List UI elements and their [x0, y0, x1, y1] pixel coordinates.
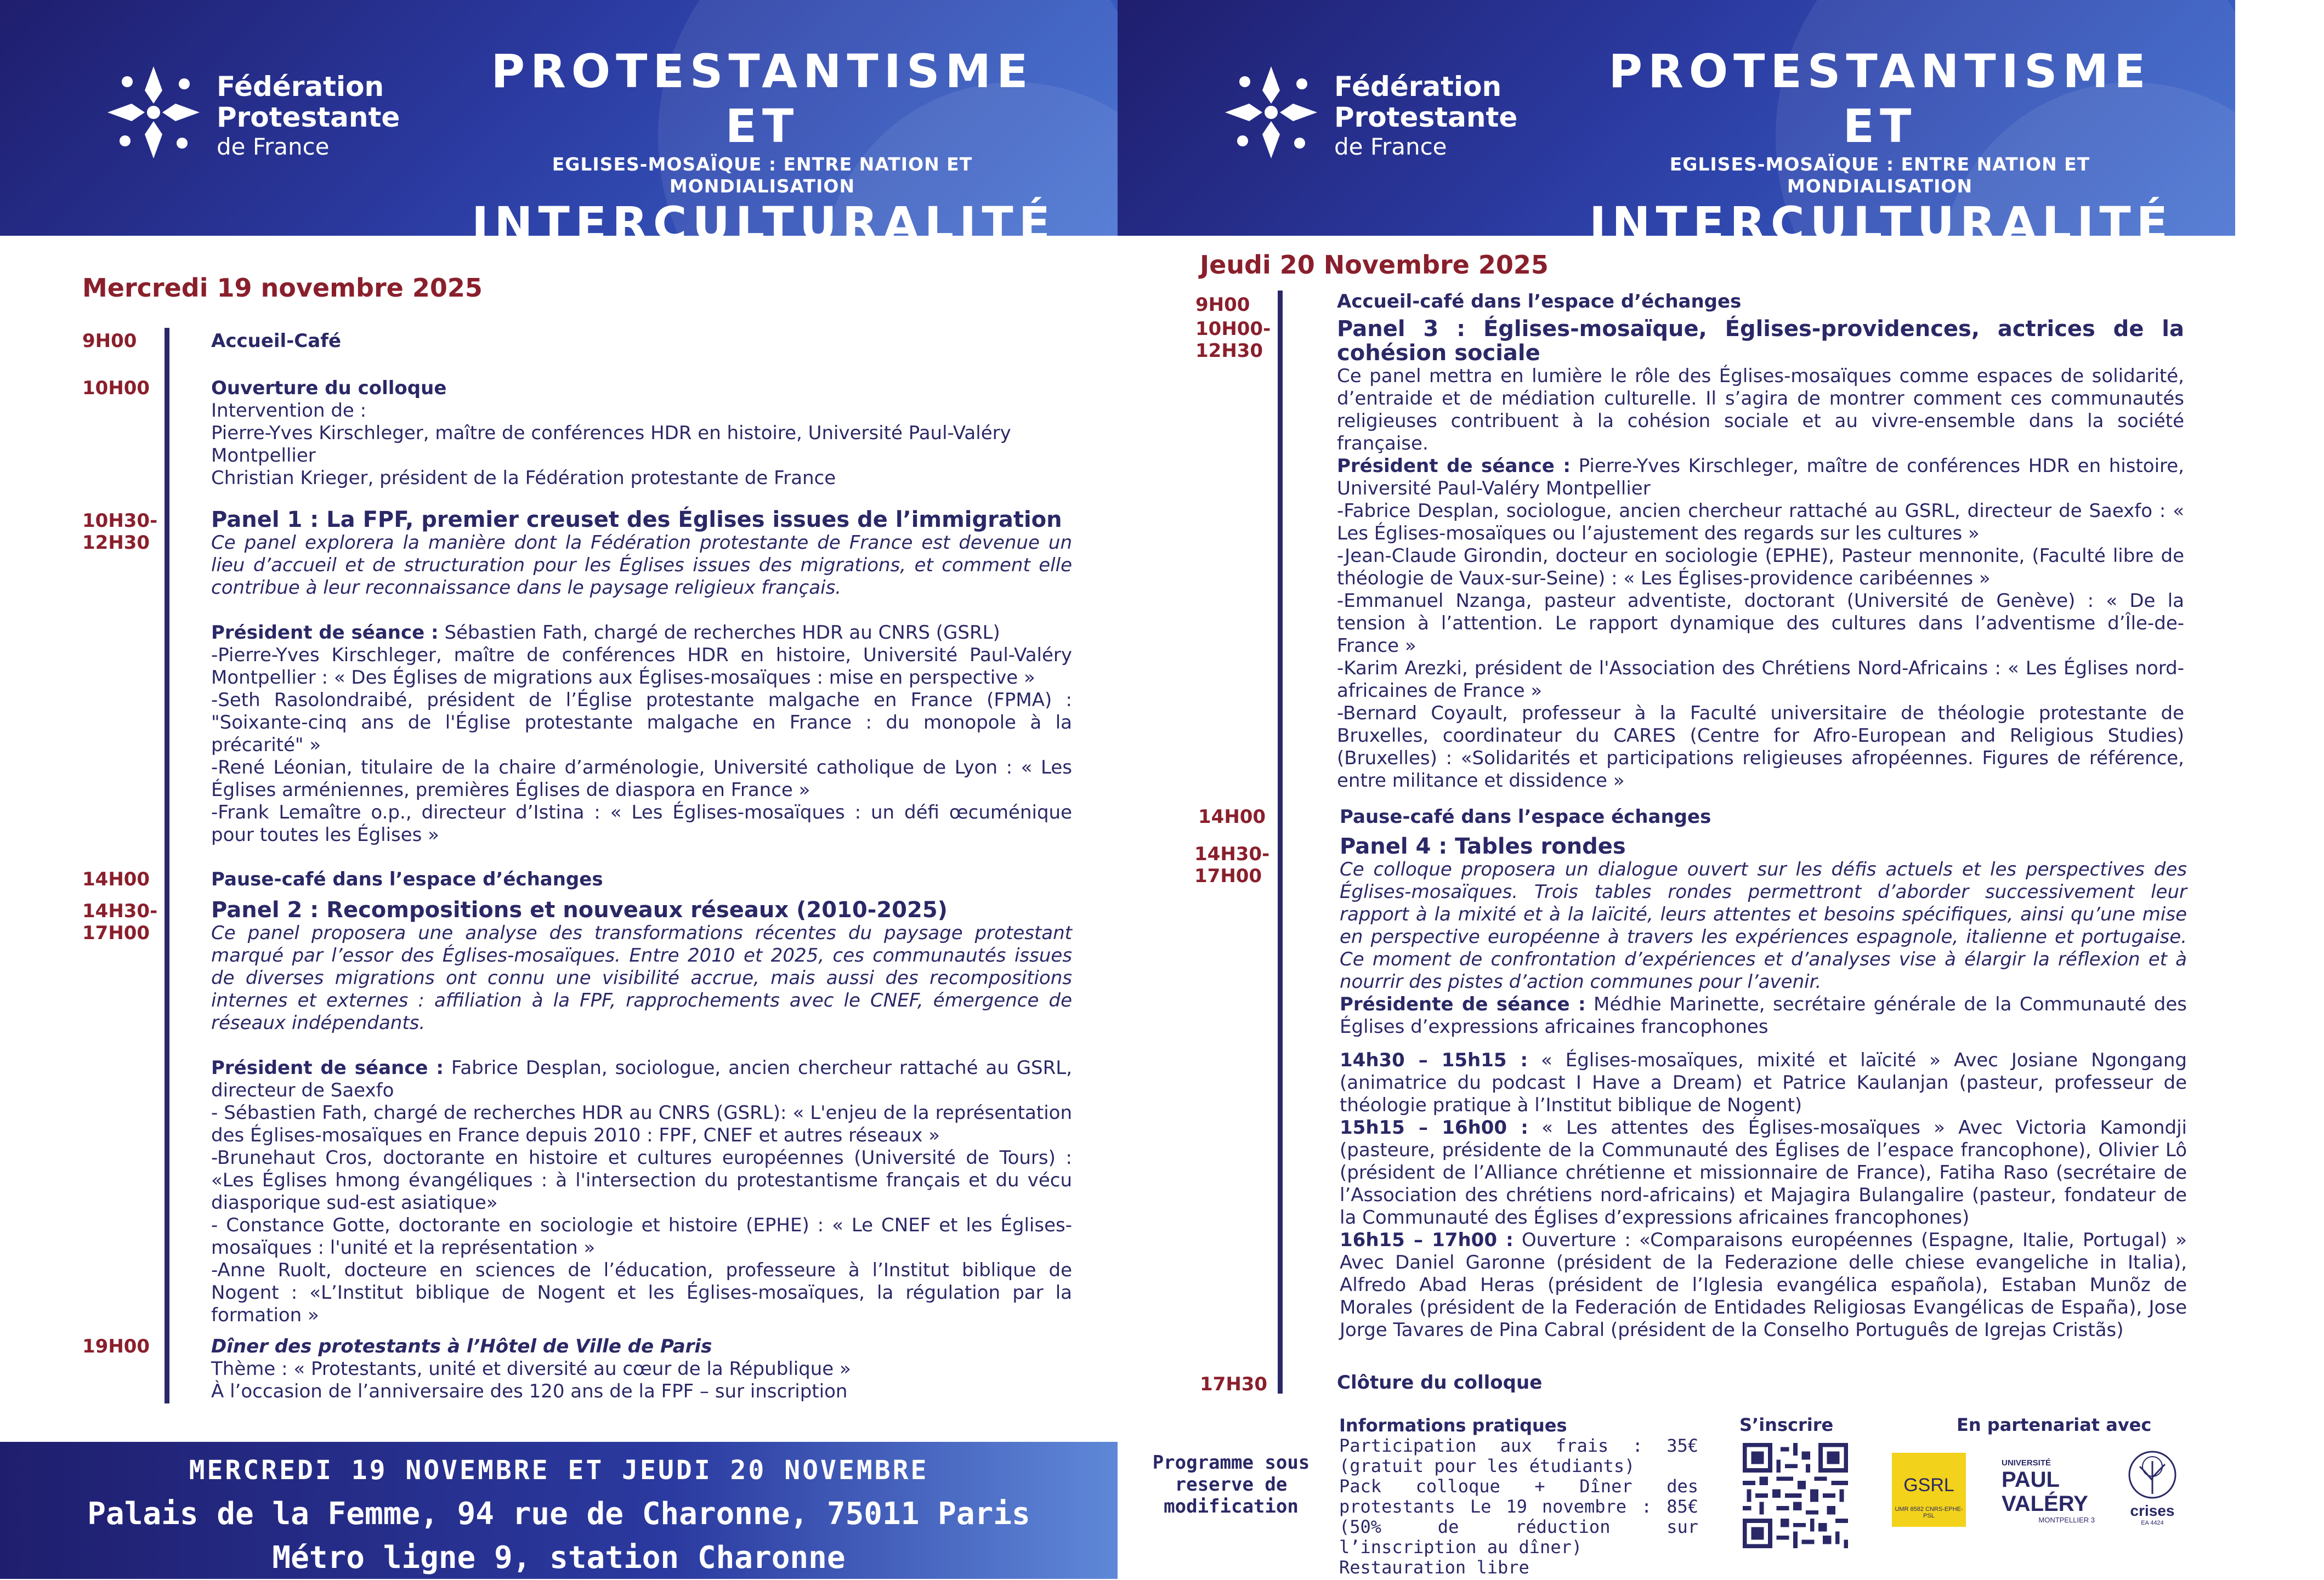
agenda-item	[1340, 806, 2187, 828]
time-label: 19H00	[82, 1335, 150, 1357]
programme-label: PROGRAMME	[634, 257, 891, 292]
register-title: S’inscrire	[1739, 1414, 1834, 1435]
president-label: Président de séance :	[211, 622, 439, 644]
item-heading: Dîner des protestants à l’Hôtel de Ville de Paris	[211, 1335, 712, 1357]
agenda-item	[1337, 317, 2184, 792]
panel-president	[1340, 993, 2187, 1038]
item-heading: Pause-café dans l’espace échanges	[1340, 806, 1711, 828]
org-line3: de France	[217, 133, 330, 160]
crises-sub: EA 4424	[2141, 1520, 2164, 1526]
qr-code-icon[interactable]	[1743, 1443, 1848, 1548]
round-table-slot	[1340, 1229, 2187, 1342]
infos-title: Informations pratiques	[1339, 1415, 1567, 1436]
president-label: Président de séance :	[1337, 455, 1571, 477]
speaker-line: -Anne Ruolt, docteure en sciences de l’éducation, professeure à l’Institut biblique de Nogent : «L’Institut biblique de Nogent et les Églises-mosaïques, la régulation par la formation »	[211, 1259, 1072, 1326]
info-line: Participation aux frais : 35€ (gratuit pour les étudiants)	[1339, 1435, 1698, 1476]
panel-intro: Ce panel proposera une analyse des transformations récentes du paysage protestant marqué par l’essor des Églises-mosaïques. Entre 2010 et 2025, ces communautés issues de diverses migrations ont connu une visibilité accrue, mais aussi des recompositions internes et externes : affiliation à la FPF, rapprochements avec le CNEF, émergence de réseaux indépendants.	[211, 922, 1072, 1034]
speaker-line: -Brunehaut Cros, doctorante en histoire et cultures européennes (Université de Tours) : «Les Églises hmong évangéliques : à l'intersection du protestantisme français et du vécu diasporique sud-est asiatique»	[211, 1147, 1072, 1214]
agenda-item	[211, 868, 1072, 891]
gsrl-logo	[1892, 1453, 1966, 1527]
title-line1: PROTESTANTISME ET	[1608, 44, 2151, 153]
agenda-item	[1340, 834, 2187, 1342]
time-label: 10H00	[82, 377, 150, 399]
time-label: 14H00	[82, 868, 150, 890]
panel-heading: Panel 2 : Recompositions et nouveaux réseaux (2010-2025)	[211, 897, 948, 923]
speaker-line: -Pierre-Yves Kirschleger, maître de conférences HDR en histoire, Université Paul-Valéry Montpellier : « Des Églises de migrations aux Églises-mosaïques : mise en perspective »	[211, 644, 1072, 689]
upv-line1: UNIVERSITÉ	[2002, 1458, 2051, 1468]
practical-info	[1339, 1416, 1698, 1578]
panel-heading: Panel 4 : Tables rondes	[1340, 834, 1626, 859]
speaker-line: -Bernard Coyault, professeur à la Faculté universitaire de théologie protestante de Bruxelles, coordinateur du CARES (Centre for Afro-European and Religious Studies) (Bruxelles) : «Solidarités et participations religieuses afropéennes. Figures de référence, entre militance et dissidence »	[1337, 702, 2184, 792]
programme-label: PROGRAMME	[1751, 257, 2008, 292]
speaker-line: - Sébastien Fath, chargé de recherches HDR au CNRS (GSRL): « L'enjeu de la représentation des Églises-mosaïques en France depuis 2010 : FPF, CNEF et autres réseaux »	[211, 1102, 1072, 1146]
venue-banner	[0, 1442, 1118, 1579]
speaker-line: -Jean-Claude Girondin, docteur en sociologie (EPHE), Pasteur mennonite, (Faculté libre de théologie de Vaux-sur-Seine) : « Les Églises-providence caribéennes »	[1337, 545, 2184, 589]
slot-desc: « Églises-mosaïques, mixité et laïcité » Avec Josiane Ngongang (animatrice du podcast I Have a Dream) et Patrice Kaulanjan (pasteur, professeur de théologie pratique à l’Institut biblique de Nogent)	[1340, 1049, 2187, 1116]
time-label: 14H30- 17H00	[1194, 843, 1270, 887]
tree-icon	[2128, 1450, 2177, 1499]
address-line: Palais de la Femme, 94 rue de Charonne, 75011 Paris	[87, 1496, 1030, 1532]
title-line2: INTERCULTURALITÉ	[472, 197, 1056, 251]
panel-intro: Ce panel explorera la manière dont la Fédération protestante de France est devenue un lieu d’accueil et de structuration pour les Églises issues des migrations, et comment elle contribue à leur reconnaissance dans le paysage religieux français.	[211, 532, 1072, 599]
speaker-line: -Emmanuel Nzanga, pasteur adventiste, doctorant (Université de Genève) : « De la tension à l’attention. Le rapport dynamique des cultures dans l’adventisme d’Île-de-France »	[1337, 590, 2184, 657]
event-title	[1589, 44, 2174, 299]
upv-line2: PAUL VALÉRY	[2002, 1468, 2088, 1516]
metro-line: Métro ligne 9, station Charonne	[272, 1540, 846, 1576]
time-label: 14H30- 17H00	[82, 900, 158, 944]
fpf-logo-icon	[99, 58, 208, 167]
org-name	[217, 71, 400, 161]
panel-president	[1337, 455, 2184, 500]
panel-intro: Ce colloque proposera un dialogue ouvert sur les défis actuels et les perspectives des Églises-mosaïques. Trois tables rondes permettront d’aborder successivement leur rapport à la mixité et à la laïcité, leurs attentes et besoins spécifiques, ainsi qu’une mise en perspective européenne à travers les expériences espagnole, italienne et portugaise. Ce moment de confrontation d’expériences et d’analyses vise à élargir la réflexion et à nourrir des pistes d’action communes pour l’avenir.	[1340, 859, 2187, 993]
partners-title: En partenariat avec	[1957, 1414, 2152, 1435]
day2-timeline	[1278, 291, 1283, 1394]
president-name: Sébastien Fath, chargé de recherches HDR au CNRS (GSRL)	[438, 622, 1000, 644]
agenda-item	[211, 508, 1072, 846]
item-line: Thème : « Protestants, unité et diversité au cœur de la République »	[211, 1358, 851, 1380]
agenda-item	[211, 1335, 1072, 1403]
org-line2: Protestante	[217, 101, 400, 133]
slot-time: 16h15 – 17h00 :	[1340, 1229, 1514, 1251]
president-label: Présidente de séance :	[1340, 993, 1586, 1015]
org-line3: de France	[1334, 133, 1447, 160]
info-line: Restauration libre	[1339, 1557, 1529, 1578]
panel-intro: Ce panel mettra en lumière le rôle des Églises-mosaïques comme espaces de solidarité, d’entraide et de médiation culturelle. Il s’agira de montrer comment ces communautés religieuses contribuent à la cohésion sociale et au vivre-ensemble dans la société française.	[1337, 365, 2184, 454]
programme-note: Programme sous reserve de modification	[1152, 1452, 1310, 1518]
item-line: Christian Krieger, président de la Fédération protestante de France	[211, 467, 836, 489]
item-heading: Clôture du colloque	[1337, 1372, 1543, 1394]
panel-president	[211, 1057, 1072, 1102]
speaker-line: - Constance Gotte, doctorante en sociologie et histoire (EPHE) : « Le CNEF et les Églises-mosaïques : l'unité et la représentation »	[211, 1214, 1072, 1259]
time-label: 10H30- 12H30	[82, 510, 158, 554]
day1-title: Mercredi 19 novembre 2025	[82, 273, 483, 303]
time-label: 9H00	[1195, 294, 1250, 316]
speaker-line: -Seth Rasolondraibé, président de l’Église protestante malgache en France (FPMA) : "Soixante-cinq ans de l'Église protestante malgache en France : du monopole à la précarité" »	[211, 689, 1072, 756]
agenda-item	[211, 898, 1072, 1327]
speaker-line: -René Léonian, titulaire de la chaire d’arménologie, Université catholique de Lyon : « Les Églises arméniennes, premières Églises de diaspora en France »	[211, 757, 1072, 801]
title-line2: INTERCULTURALITÉ	[1589, 197, 2174, 251]
upv-line3: MONTPELLIER 3	[2038, 1516, 2095, 1524]
item-line: Pierre-Yves Kirschleger, maître de conférences HDR en histoire, Université Paul-Valéry Montpellier	[211, 422, 1011, 467]
item-heading: Accueil-café dans l’espace d’échanges	[1337, 291, 1742, 312]
president-name: Fabrice Desplan, sociologue, ancien chercheur rattaché au GSRL, directeur de Saexfo	[211, 1057, 1072, 1101]
item-line: Intervention de :	[211, 400, 367, 422]
president-name: Pierre-Yves Kirschleger, maître de conférences HDR en histoire, Université Paul-Valéry Montpellier	[1337, 455, 2184, 499]
slot-desc: Ouverture : «Comparaisons européennes (Espagne, Italie, Portugal) » Avec Daniel Garonne (président de la Federazione delle chiese evangeliche in Italia), Alfredo Abad Heras (président de l’Iglesia evangélica española), Estaban Munõz de Morales (président de la Federación de Entidades Religiosas Evangélicas de España), Jose Jorge Tavares de Pina Cabral (président de la Conselho Português de Igrejas Cristãs)	[1340, 1229, 2187, 1341]
subtitle: EGLISES-MOSAÏQUE : ENTRE NATION ET MONDIALISATION	[1669, 154, 2090, 197]
day1-timeline	[165, 328, 169, 1403]
agenda-item	[1337, 1372, 2184, 1394]
info-line: Pack colloque + Dîner des protestants Le 19 novembre : 85€ (50% de réduction sur l’inscription au dîner)	[1339, 1476, 1698, 1558]
gsrl-label: GSRL	[1903, 1475, 1954, 1496]
agenda-item	[1337, 291, 2184, 313]
president-name: Médhie Marinette, secrétaire générale de la Communauté des Églises d’expressions africaines francophones	[1340, 993, 2187, 1038]
panel-president	[211, 622, 1072, 644]
speaker-line: -Fabrice Desplan, sociologue, ancien chercheur rattaché au GSRL, directeur de Saexfo : « Les Églises-mosaïques ou l’ajustement des regards sur les cultures »	[1337, 500, 2184, 544]
slot-desc: « Les attentes des Églises-mosaïques » Avec Victoria Kamondji (pasteure, présidente de la Communauté des Églises de l’espace francophone), Olivier Lô (président de l’Alliance chrétienne et missionnaire de France), Fatiha Raso (secrétaire de l’Association des chrétiens nord-africains) et Majagira Bulangalire (pasteur, fondateur de la Communauté des Églises d’expressions africaines francophones)	[1340, 1117, 2187, 1229]
event-title	[472, 44, 1056, 299]
agenda-item	[211, 377, 1072, 490]
time-label: 10H00- 12H30	[1195, 318, 1271, 362]
item-heading: Accueil-Café	[211, 330, 342, 352]
org-line1: Fédération	[217, 71, 384, 103]
time-label: 14H00	[1198, 806, 1266, 828]
org-line2: Protestante	[1334, 101, 1518, 133]
speaker-line: -Frank Lemaître o.p., directeur d’Istina : « Les Églises-mosaïques : un défi œcuménique pour toutes les Églises »	[211, 802, 1072, 846]
crises-label: crises	[2130, 1502, 2175, 1519]
item-line: À l’occasion de l’anniversaire des 120 ans de la FPF – sur inscription	[211, 1380, 848, 1402]
item-heading: Ouverture du colloque	[211, 377, 447, 399]
president-label: Président de séance :	[211, 1057, 444, 1079]
slot-time: 14h30 – 15h15 :	[1340, 1049, 1528, 1071]
gsrl-sub: UMR 8582 CNRS-EPHE-PSL	[1895, 1506, 1963, 1519]
agenda-item	[211, 330, 1072, 353]
subtitle: EGLISES-MOSAÏQUE : ENTRE NATION ET MONDIALISATION	[552, 154, 973, 197]
fpf-logo-icon	[1216, 58, 1326, 167]
title-line1: PROTESTANTISME ET	[491, 44, 1034, 153]
crises-logo	[2122, 1450, 2183, 1526]
org-name	[1334, 71, 1517, 161]
panel-heading: Panel 1 : La FPF, premier creuset des Églises issues de l’immigration	[211, 507, 1062, 532]
panel-heading: Panel 3 : Églises-mosaïque, Églises-providences, actrices de la cohésion sociale	[1337, 316, 2184, 366]
round-table-slot	[1340, 1049, 2187, 1117]
paul-valery-logo	[2002, 1458, 2095, 1530]
org-line1: Fédération	[1334, 71, 1502, 103]
slot-time: 15h15 – 16h00 :	[1340, 1117, 1528, 1139]
time-label: 9H00	[82, 330, 137, 352]
item-heading: Pause-café dans l’espace d’échanges	[211, 868, 603, 890]
time-label: 17H30	[1200, 1373, 1268, 1395]
round-table-slot	[1340, 1117, 2187, 1229]
speaker-line: -Karim Arezki, président de l'Association des Chrétiens Nord-Africains : « Les Églises nord-africaines de France »	[1337, 657, 2184, 702]
dates-line: MERCREDI 19 NOVEMBRE ET JEUDI 20 NOVEMBRE	[189, 1455, 929, 1486]
day2-title: Jeudi 20 Novembre 2025	[1200, 250, 1549, 280]
